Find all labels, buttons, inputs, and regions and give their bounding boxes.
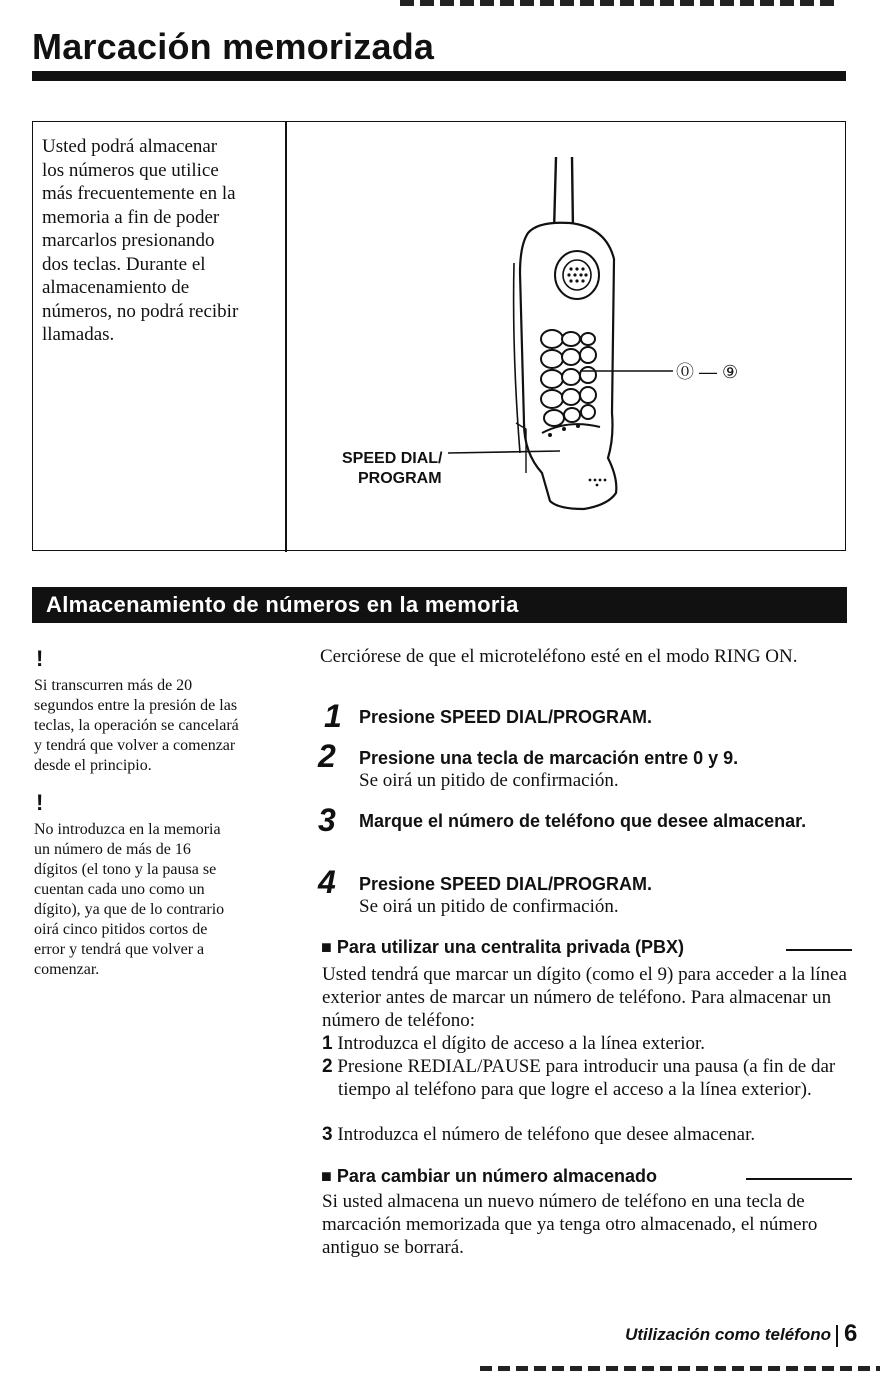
speed-dial-label-2: PROGRAM — [358, 470, 442, 487]
change-text: Si usted almacena un nuevo número de teléfono en una tecla de marcación memorizada que ya tenga otro almacenado, el número antiguo se borrará. — [322, 1191, 818, 1258]
step-subtext: Se oirá un pitido de confirmación. — [359, 770, 619, 791]
step-label: Presione SPEED DIAL/PROGRAM. — [359, 874, 653, 894]
section-title: Almacenamiento de números en la memoria — [46, 592, 519, 617]
keypad — [541, 330, 596, 426]
phone-illustration — [288, 123, 843, 547]
pbx-item: 3 Introduzca el número de teléfono que desee almacenar. — [322, 1124, 756, 1145]
pbx-heading-text: Para utilizar una centralita privada (PBX) — [336, 937, 684, 957]
change-rule — [746, 1178, 852, 1180]
footer-divider — [836, 1325, 838, 1347]
pbx-item: 1 Introduzca el dígito de acceso a la línea exterior. — [322, 1033, 706, 1054]
page-title: Marcación memorizada — [32, 26, 435, 67]
pbx-rule — [786, 949, 852, 951]
warning-icon: ! — [36, 790, 44, 815]
pbx-heading: ■ Para utilizar una centralita privada (PBX) — [321, 937, 684, 957]
antenna — [554, 157, 573, 231]
step-label: Presione SPEED DIAL/PROGRAM. — [359, 707, 653, 727]
bottom-scan-edge — [480, 1366, 880, 1371]
step-label: Presione una tecla de marcación entre 0 y 9. — [359, 748, 739, 768]
top-scan-edge — [400, 0, 840, 6]
pbx-item: 2 Presione REDIAL/PAUSE para introducir una pausa (a fin de dar tiempo al teléfono para que logre el acceso a la línea exterior). — [322, 1056, 836, 1100]
title-rule — [32, 71, 846, 81]
step-label: Marque el número de teléfono que desee almacenar. — [359, 811, 807, 831]
step-number: 2 — [318, 738, 336, 774]
intro-text: Usted podrá almacenar los números que utilice más frecuentemente en la memoria a fin de poder marcarlos presionando dos teclas. Durante el almacenamiento de números, no podrá recibir llamadas. — [42, 136, 239, 345]
note-timeout: Si transcurren más de 20 segundos entre la presión de las teclas, la operación se cancelará y tendrá que volver a comenzar desde el principio. — [34, 677, 239, 774]
speed-dial-label-1: SPEED DIAL/ — [342, 450, 443, 467]
change-heading-text: Para cambiar un número almacenado — [336, 1166, 657, 1186]
note-max-digits: No introduzca en la memoria un número de más de 16 dígitos (el tono y la pausa se cuentan cada uno como un dígito), ya que de lo contrario oirá cinco pitidos cortos de error y tendrá que volver a comenzar. — [34, 821, 225, 978]
pbx-intro: Usted tendrá que marcar un dígito (como el 9) para acceder a la línea exterior antes de marcar un número de teléfono. Para almacenar un número de teléfono: — [322, 964, 847, 1031]
range-label: ⓪ — ⑨ — [676, 362, 739, 382]
warning-icon: ! — [36, 646, 44, 671]
footer-section: Utilización como teléfono — [625, 1325, 831, 1344]
intro-divider — [285, 121, 287, 552]
step-number: 1 — [324, 698, 342, 734]
step-number: 4 — [318, 864, 336, 900]
change-heading: ■ Para cambiar un número almacenado — [321, 1166, 657, 1186]
page-number: 6 — [844, 1320, 858, 1347]
lead-text: Cerciórese de que el microteléfono esté en el modo RING ON. — [320, 646, 798, 667]
step-subtext: Se oirá un pitido de confirmación. — [359, 896, 619, 917]
step-number: 3 — [318, 802, 336, 838]
